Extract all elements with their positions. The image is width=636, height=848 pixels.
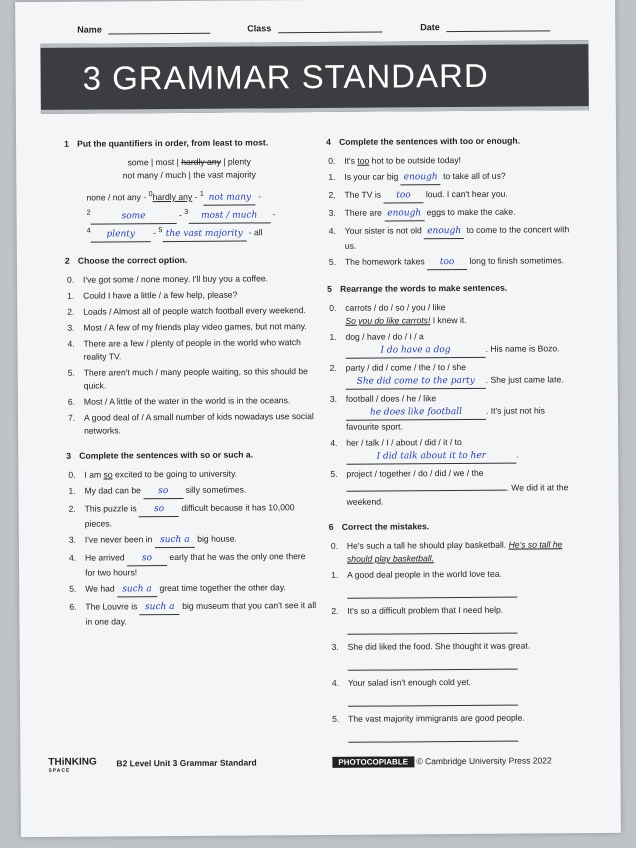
item-number: 7. xyxy=(67,412,76,423)
answer-blank[interactable]: not many xyxy=(204,191,256,205)
item-number: 0. xyxy=(330,540,339,551)
exercise-item xyxy=(330,639,580,671)
quantifier-start: none / not any xyxy=(86,192,141,203)
item-text: He's such a tall he should play basketball. xyxy=(346,539,507,551)
exercise-item xyxy=(330,711,580,743)
item-text: silly sometimes. xyxy=(183,484,247,495)
section-5-heading: Rearrange the words to make sentences. xyxy=(340,282,508,294)
word-bank-line2: not many / much | the vast majority xyxy=(122,169,256,181)
answer-blank[interactable]: enough xyxy=(424,225,464,239)
exercise-item xyxy=(327,329,577,359)
item-text: to take all of us? xyxy=(440,170,506,182)
item-number: 6. xyxy=(67,396,76,407)
quantifier-row-2: $^2$ some - $^3$ most / much - xyxy=(65,205,315,225)
date-field xyxy=(420,21,550,32)
exercise-item xyxy=(67,599,317,629)
exercise-item xyxy=(67,581,317,598)
item-text: We had xyxy=(85,582,118,594)
item-text: great time together the other day. xyxy=(157,581,286,593)
item-text: He arrived xyxy=(84,551,128,563)
item-number: 0. xyxy=(68,469,76,480)
word-bank-item: hardly any xyxy=(181,156,221,167)
item-number: 1. xyxy=(331,569,339,580)
item-number: 0. xyxy=(66,274,75,285)
answer-line[interactable] xyxy=(348,695,518,707)
item-text: I've got some / none money. I'll buy you a coffee. xyxy=(82,272,269,285)
item-text: difficult because it has 10,000 pieces. xyxy=(84,501,295,529)
answer-blank[interactable]: enough xyxy=(384,207,424,221)
item-number: 3. xyxy=(67,322,75,333)
worksheet-page xyxy=(15,0,621,837)
answer-blank[interactable]: the vast majority xyxy=(162,227,246,242)
exercise-item xyxy=(66,394,316,409)
item-number: 3. xyxy=(329,393,338,404)
answer-blank[interactable]: so xyxy=(127,552,167,566)
item-number: 4. xyxy=(331,677,340,688)
item-text[interactable]: Could I have a little / a few help, please? xyxy=(83,289,238,301)
answer-blank[interactable]: plenty xyxy=(91,228,151,242)
example-answer: hardly any xyxy=(152,191,193,203)
section-5-title xyxy=(327,281,577,296)
logo-text: THiNKING xyxy=(48,756,97,768)
exercise-item xyxy=(329,603,579,635)
name-line xyxy=(108,24,210,35)
item-number: 5. xyxy=(67,367,75,378)
section-2-heading: Choose the correct option. xyxy=(77,254,188,266)
answer-line[interactable] xyxy=(347,623,517,635)
item-text: The Louvre is xyxy=(85,600,140,612)
item-text: big house. xyxy=(194,533,237,544)
item-number: 0. xyxy=(328,155,336,166)
exercise-item xyxy=(66,467,316,482)
item-text: There are xyxy=(344,207,385,218)
item-text: long to finish sometimes. xyxy=(467,255,565,266)
answer-blank[interactable]: so xyxy=(139,503,179,517)
word-prompt: dog / have / do / I / a xyxy=(345,331,424,342)
left-column xyxy=(64,136,317,631)
item-text: The homework takes xyxy=(344,256,428,267)
answer-line[interactable] xyxy=(347,587,517,599)
exercise-item xyxy=(66,483,316,500)
answer-blank[interactable]: so xyxy=(143,485,183,499)
item-text[interactable]: Most / A few of my friends play video games, but not many. xyxy=(83,320,307,333)
exercise-item xyxy=(65,272,315,287)
blank-number: 1 xyxy=(199,189,204,198)
item-text: to come to the concert with us. xyxy=(344,224,570,251)
word-bank-item: some xyxy=(127,157,149,168)
answer-blank[interactable]: such a xyxy=(117,583,157,597)
exercise-item xyxy=(326,169,576,186)
answer-blank[interactable] xyxy=(346,480,506,492)
right-column xyxy=(326,134,580,749)
word-bank-item: plenty xyxy=(227,156,251,167)
answer-blank[interactable]: most / much xyxy=(188,209,270,224)
date-label: Date xyxy=(420,22,440,33)
item-text: Is your car big xyxy=(344,171,401,182)
photocopiable-badge: PHOTOCOPIABLE xyxy=(332,756,414,768)
item-text: . She just came late. xyxy=(485,374,564,385)
item-text: It's so a difficult problem that I need help. xyxy=(347,604,504,616)
answer-blank[interactable]: I did talk about it to her xyxy=(346,450,516,465)
section-6-title xyxy=(329,519,579,534)
item-number: 2. xyxy=(68,503,76,514)
item-number: 2. xyxy=(331,605,339,616)
exercise-item xyxy=(328,391,578,434)
item-text: It's xyxy=(344,155,358,166)
exercise-item xyxy=(326,187,576,204)
footer-right xyxy=(332,755,551,767)
item-text: . His name is Bozo. xyxy=(485,343,560,354)
class-line xyxy=(278,23,382,34)
blank-number: 0 xyxy=(148,190,153,199)
exercise-item xyxy=(327,254,577,271)
item-number: 5. xyxy=(69,583,77,594)
exercise-item xyxy=(65,336,315,364)
section-2-title xyxy=(65,253,315,268)
item-number: 1. xyxy=(68,485,76,496)
exercise-item xyxy=(329,567,579,599)
word-prompt: carrots / do / so / you / like xyxy=(345,302,446,313)
section-4 xyxy=(326,134,577,271)
thinking-space-logo xyxy=(48,758,96,776)
answer-line[interactable] xyxy=(348,731,518,743)
logo-subtext: SPACE xyxy=(48,767,71,774)
section-6-number: 6 xyxy=(328,521,334,532)
section-4-heading: Complete the sentences with too or enough. xyxy=(339,135,521,147)
item-text: loud. I can't hear you. xyxy=(423,188,508,200)
item-text: . xyxy=(516,449,519,460)
section-3 xyxy=(66,448,317,629)
exercise-item xyxy=(67,550,317,580)
exercise-item xyxy=(65,320,315,335)
item-number: 3. xyxy=(328,207,336,218)
exercise-item xyxy=(67,501,317,531)
section-3-title xyxy=(66,448,316,463)
example-answer: He's so tall he should play basketball. xyxy=(346,539,563,564)
word-bank-item: the vast majority xyxy=(193,169,256,180)
item-number: 5. xyxy=(332,713,340,724)
answer-blank[interactable]: too xyxy=(427,256,467,270)
item-number: 1. xyxy=(328,171,336,182)
item-text: My dad can be xyxy=(84,484,144,496)
exercise-item xyxy=(328,466,578,509)
item-number: 4. xyxy=(67,338,75,349)
word-prompt: football / does / he / like xyxy=(345,393,437,404)
exercise-item xyxy=(65,288,315,303)
item-text: . We did it at the weekend. xyxy=(346,482,569,507)
item-text: She did liked the food. She thought it was great. xyxy=(347,640,531,652)
item-text[interactable]: Loads / Almost all of people watch football every weekend. xyxy=(83,304,306,317)
item-number: 5. xyxy=(328,256,337,267)
item-number: 4. xyxy=(68,552,77,563)
copyright-text: © Cambridge University Press 2022 xyxy=(416,755,552,767)
word-bank-item: most xyxy=(155,156,175,168)
answer-blank[interactable]: he does like football xyxy=(346,406,486,421)
quantifier-end: all xyxy=(253,226,263,238)
item-text: I've never been in xyxy=(84,533,155,545)
name-field xyxy=(77,24,210,35)
item-text[interactable]: Most / A little of the water in the world is in the oceans. xyxy=(83,394,291,407)
class-label: Class xyxy=(247,23,272,34)
word-bank-line1: some | most | hardly any | plenty xyxy=(127,156,251,168)
example-answer: so xyxy=(103,469,113,480)
answer-blank[interactable]: some xyxy=(91,210,177,225)
exercise-item xyxy=(326,153,576,168)
section-1 xyxy=(64,136,315,242)
item-text[interactable]: A good deal of / A small number of kids nowadays use social networks. xyxy=(83,410,314,436)
item-number: 3. xyxy=(331,641,339,652)
section-6-heading: Correct the mistakes. xyxy=(341,521,430,532)
quantifier-row-3: $^4$ plenty - $^5$ the vast majority - all xyxy=(65,223,315,243)
word-prompt: her / talk / I / about / did / it / to xyxy=(346,436,462,448)
item-number: 2. xyxy=(67,306,75,317)
item-text: Your salad isn't enough cold yet. xyxy=(347,676,472,688)
answer-blank[interactable]: She did come to the party xyxy=(346,375,486,390)
item-text[interactable]: There aren't much / many people waiting, so this should be quick. xyxy=(83,365,308,391)
answer-blank[interactable]: I do have a dog xyxy=(345,344,485,359)
exercise-item xyxy=(65,304,315,319)
section-4-number: 4 xyxy=(326,136,331,147)
item-text: This puzzle is xyxy=(84,502,140,514)
example-answer: too xyxy=(357,155,370,166)
section-5-number: 5 xyxy=(327,283,332,294)
item-number: 0. xyxy=(329,302,337,313)
word-bank-item: not many / much xyxy=(122,169,187,181)
item-number: 4. xyxy=(330,437,338,448)
item-text: I am xyxy=(84,469,104,480)
item-number: 1. xyxy=(67,290,75,301)
blank-number: 2 xyxy=(86,208,91,217)
answer-blank[interactable]: such a xyxy=(155,533,195,547)
exercise-item xyxy=(328,360,578,390)
exercise-item xyxy=(330,675,580,707)
item-text: The TV is xyxy=(344,189,384,200)
item-number: 5. xyxy=(330,468,338,479)
item-text: excited to be going to university. xyxy=(112,468,238,480)
word-prompt: party / did / come / the / to / she xyxy=(345,361,467,373)
section-1-title xyxy=(64,136,314,151)
answer-blank[interactable]: enough xyxy=(401,171,441,185)
item-text[interactable]: There are a few / plenty of people in the world who watch reality TV. xyxy=(83,336,301,362)
item-number: 6. xyxy=(69,601,77,612)
exercise-item xyxy=(327,205,577,222)
blank-number: 4 xyxy=(86,226,91,235)
item-text: early that he was the only one there for two hours! xyxy=(85,550,306,578)
item-number: 2. xyxy=(329,362,337,373)
blank-number: 5 xyxy=(158,225,163,234)
exercise-item xyxy=(328,435,578,465)
answer-blank[interactable]: such a xyxy=(140,601,180,615)
item-text: hot to be outside today! xyxy=(369,154,462,166)
level-unit-label: B2 Level Unit 3 Grammar Standard xyxy=(116,757,257,769)
exercise-item xyxy=(67,532,317,549)
item-text: . It's just not his favourite sport. xyxy=(346,405,545,432)
quantifier-row-1: none / not any - $^0$hardly any - $^1$ not many - xyxy=(64,187,314,207)
section-6 xyxy=(329,519,581,743)
section-2-number: 2 xyxy=(64,255,70,266)
section-5 xyxy=(327,281,579,509)
item-text: A good deal people in the world love tea. xyxy=(347,568,502,580)
section-3-number: 3 xyxy=(66,450,72,461)
section-1-heading: Put the quantifiers in order, from least to most. xyxy=(77,137,269,149)
page-title: 3 GRAMMAR STANDARD xyxy=(40,40,588,114)
item-text: I knew it. xyxy=(430,314,467,326)
exercise-item xyxy=(327,223,577,253)
item-number: 3. xyxy=(68,534,77,545)
item-number: 2. xyxy=(328,189,336,200)
item-text: big museum that you can't see it all in one day. xyxy=(85,599,317,627)
exercise-item xyxy=(329,538,579,566)
exercise-item xyxy=(66,410,316,438)
class-field xyxy=(247,23,382,34)
answer-line[interactable] xyxy=(348,659,518,671)
name-label: Name xyxy=(77,24,102,35)
date-line xyxy=(446,21,550,32)
item-text: eggs to make the cake. xyxy=(424,206,516,218)
section-4-title xyxy=(326,134,576,149)
item-text: The vast majority immigrants are good people. xyxy=(348,712,525,724)
item-number: 4. xyxy=(328,225,336,236)
item-text: Your sister is not old xyxy=(344,225,425,236)
section-3-heading: Complete the sentences with so or such a. xyxy=(79,449,254,461)
example-answer: So you do like carrots! xyxy=(345,315,431,326)
exercise-item xyxy=(66,365,316,393)
answer-blank[interactable]: too xyxy=(383,189,423,203)
blank-number: 3 xyxy=(184,207,189,216)
word-prompt: project / together / do / did / we / the xyxy=(346,467,484,479)
item-number: 1. xyxy=(329,331,337,342)
section-2 xyxy=(65,253,316,438)
section-1-number: 1 xyxy=(64,138,69,149)
exercise-item xyxy=(327,300,577,328)
